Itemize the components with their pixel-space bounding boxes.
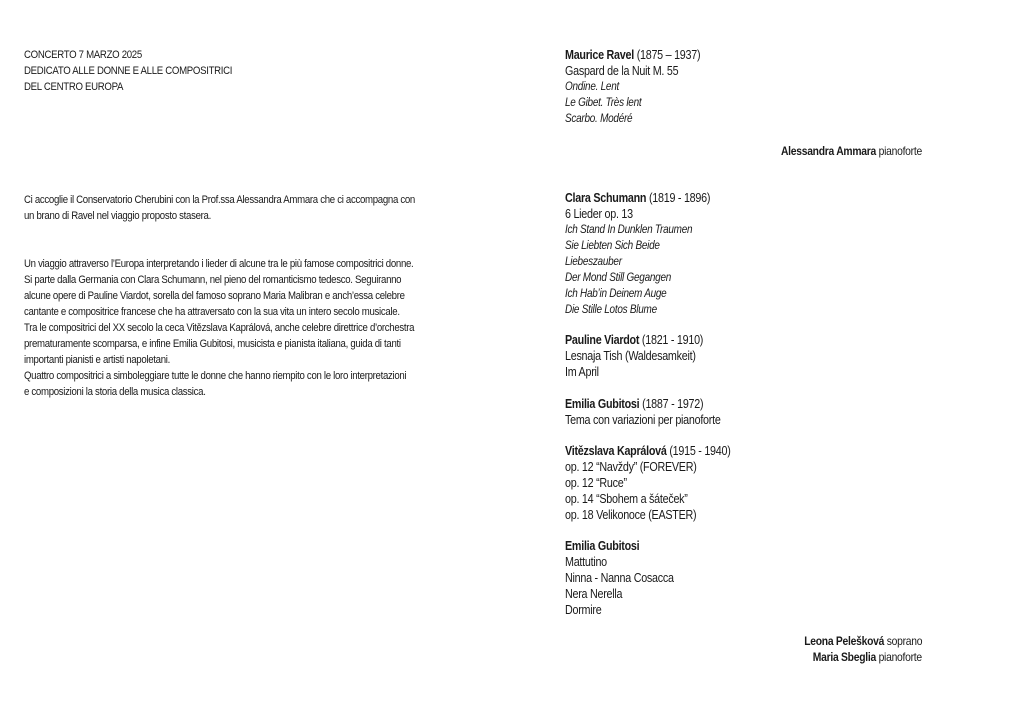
program-viardot <box>565 332 875 380</box>
performer-role: pianoforte <box>878 650 922 664</box>
paragraph-line: Tra le compositrici del XX secolo la ceca Vitězslava Kaprálová, anche celebre direttrice d’orchestra <box>24 322 415 334</box>
paragraph-line: Quattro compositrici a simboleggiare tutte le donne che hanno riempito con le loro interpretazioni <box>24 370 407 382</box>
composer-name: Clara Schumann <box>565 191 647 205</box>
paragraph-line: alcune opere di Pauline Viardot, sorella del famoso soprano Maria Malibran e anch’essa celebre <box>24 290 405 302</box>
work-title: 6 Lieder op. 13 <box>565 207 633 221</box>
composer-name: Emilia Gubitosi <box>565 397 640 411</box>
header-line: CONCERTO 7 MARZO 2025 <box>24 49 142 61</box>
piece-title: op. 14 “Sbohem a šáteček” <box>565 492 688 506</box>
paragraph-line: cantante e compositrice francese che ha attraversato con la sua vita un intero secolo musicale. <box>24 306 400 318</box>
program-kapralova <box>565 443 875 523</box>
composer-name: Maurice Ravel <box>565 48 634 62</box>
lied-title: Sie Liebten Sich Beide <box>565 239 660 252</box>
composer-dates: (1819 - 1896) <box>648 191 711 205</box>
piece-title: Nera Nerella <box>565 587 623 601</box>
composer-dates: (1875 – 1937) <box>636 48 701 62</box>
header-line: DEDICATO ALLE DONNE E ALLE COMPOSITRICI <box>24 65 233 77</box>
program-gubitosi-2 <box>565 538 875 618</box>
intro-paragraph-2 <box>24 256 471 400</box>
header-line: DEL CENTRO EUROPA <box>24 81 124 93</box>
piece-title: Lesnaja Tish (Waldesamkeit) <box>565 349 696 363</box>
paragraph-line: e composizioni la storia della musica classica. <box>24 386 206 398</box>
work-title: Gaspard de la Nuit M. 55 <box>565 64 679 78</box>
paragraph-line: Un viaggio attraverso l’Europa interpretando i lieder di alcune tra le più famose compositrici donne. <box>24 258 414 270</box>
composer-heading <box>565 190 875 206</box>
composer-heading <box>565 396 875 412</box>
composer-name: Emilia Gubitosi <box>565 539 640 553</box>
lied-title: Ich Hab’in Deinem Auge <box>565 287 667 300</box>
composer-heading <box>565 538 875 554</box>
piece-title: op. 18 Velikonoce (EASTER) <box>565 508 697 522</box>
composer-name: Pauline Viardot <box>565 333 640 347</box>
performer-name: Alessandra Ammara <box>781 144 877 158</box>
composer-dates: (1915 - 1940) <box>669 444 731 458</box>
piece-title: Im April <box>565 365 599 379</box>
lied-title: Liebeszauber <box>565 255 622 268</box>
lied-title: Die Stille Lotos Blume <box>565 303 657 316</box>
composer-heading <box>565 443 875 459</box>
composer-dates: (1887 - 1972) <box>642 397 704 411</box>
paragraph-line: Ci accoglie il Conservatorio Cherubini con la Prof.ssa Alessandra Ammara che ci accompagna con <box>24 194 415 206</box>
piece-title: op. 12 “Navždy” (FOREVER) <box>565 460 697 474</box>
movement: Ondine. Lent <box>565 80 620 93</box>
piece-title: op. 12 “Ruce” <box>565 476 627 490</box>
piece-title: Dormire <box>565 603 602 617</box>
movement: Le Gibet. Très lent <box>565 96 642 109</box>
paragraph-line: prematuramente scomparsa, e infine Emilia Gubitosi, musicista e pianista italiana, guida di tanti <box>24 338 401 350</box>
concert-header <box>24 47 316 95</box>
performer-role: soprano <box>886 634 922 648</box>
lied-title: Der Mond Still Gegangen <box>565 271 672 284</box>
performer-name: Maria Sbeglia <box>812 650 877 664</box>
piece-title: Ninna - Nanna Cosacca <box>565 571 674 585</box>
performer-credit <box>804 633 922 649</box>
composer-name: Vitězslava Kaprálová <box>565 444 667 458</box>
performer-role: pianoforte <box>878 144 922 158</box>
composer-heading <box>565 332 875 348</box>
composer-dates: (1821 - 1910) <box>641 333 704 347</box>
paragraph-line: importanti pianisti e artisti napoletani. <box>24 354 170 366</box>
composer-heading <box>565 47 875 63</box>
performer-name: Leona Pelešková <box>804 634 884 648</box>
intro-paragraph-1 <box>24 192 471 224</box>
performer-credit <box>781 143 922 159</box>
piece-title: Mattutino <box>565 555 607 569</box>
lied-title: Ich Stand In Dunklen Traumen <box>565 223 693 236</box>
piece-title: Tema con variazioni per pianoforte <box>565 413 721 427</box>
program-ravel <box>565 47 875 127</box>
program-gubitosi-1 <box>565 396 875 428</box>
paragraph-line: Si parte dalla Germania con Clara Schumann, nel pieno del romanticismo tedesco. Seguiranno <box>24 274 402 286</box>
performer-credit <box>813 649 922 665</box>
paragraph-line: un brano di Ravel nel viaggio proposto stasera. <box>24 210 211 222</box>
program-schumann <box>565 190 875 318</box>
movement: Scarbo. Modéré <box>565 112 633 125</box>
